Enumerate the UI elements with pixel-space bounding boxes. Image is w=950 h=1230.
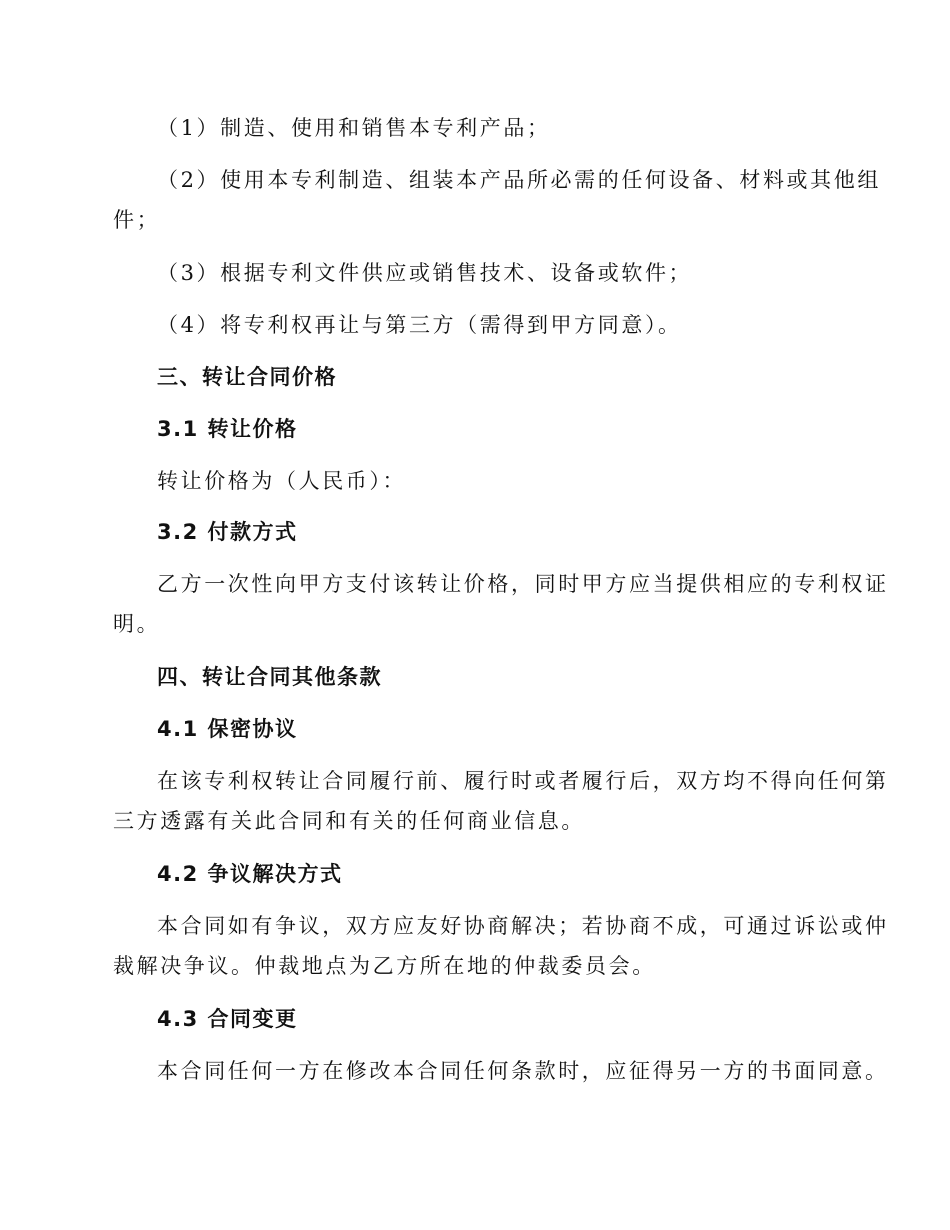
subsection-4-2-heading: 4.2 争议解决方式 (157, 862, 343, 886)
subsection-3-1-heading: 3.1 转让价格 (157, 417, 298, 441)
list-item-4: （4）将专利权再让与第三方（需得到甲方同意）。 (157, 313, 682, 337)
section-4-heading: 四、转让合同其他条款 (157, 665, 382, 689)
list-item-3: （3）根据专利文件供应或销售技术、设备或软件； (157, 261, 693, 285)
subsection-4-3-heading: 4.3 合同变更 (157, 1007, 298, 1031)
subsection-3-2-body-line-1: 乙方一次性向甲方支付该转让价格，同时甲方应当提供相应的专利权证 (157, 572, 889, 596)
list-item-2: （2）使用本专利制造、组装本产品所必需的任何设备、材料或其他组 (157, 168, 881, 192)
subsection-4-1-heading: 4.1 保密协议 (157, 717, 298, 741)
subsection-4-1-body-line-1: 在该专利权转让合同履行前、履行时或者履行后，双方均不得向任何第 (157, 769, 889, 793)
subsection-4-2-body-line-1: 本合同如有争议，双方应友好协商解决；若协商不成，可通过诉讼或仲 (157, 914, 889, 938)
section-3-heading: 三、转让合同价格 (157, 365, 337, 389)
list-item-1: （1）制造、使用和销售本专利产品； (157, 116, 551, 140)
subsection-4-2-body-line-2: 裁解决争议。仲裁地点为乙方所在地的仲裁委员会。 (113, 954, 656, 978)
subsection-4-3-body: 本合同任何一方在修改本合同任何条款时，应征得另一方的书面同意。 (157, 1059, 889, 1083)
subsection-4-1-body-line-2: 三方透露有关此合同和有关的任何商业信息。 (113, 809, 585, 833)
subsection-3-2-body-line-2: 明。 (113, 612, 161, 636)
subsection-3-1-body: 转让价格为（人民币）： (157, 469, 407, 493)
list-item-2-continuation: 件； (113, 208, 161, 232)
subsection-3-2-heading: 3.2 付款方式 (157, 520, 298, 544)
